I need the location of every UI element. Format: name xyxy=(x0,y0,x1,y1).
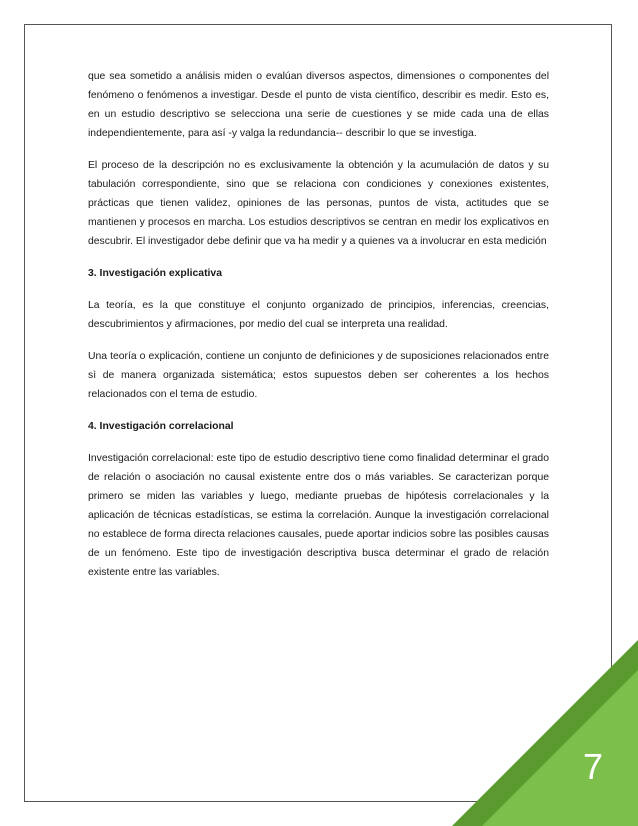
paragraph-descriptive-continued: que sea sometido a análisis miden o evalúan diversos aspectos, dimensiones o componentes del fenómeno o fenómenos a investigar. Desde el punto de vista científico, describir es medir. Esto es, en un estudio descriptivo se selecciona una serie de cuestiones y se mide cada una de ellas independientemente, para así -y valga la redundancia-- describir lo que se investiga. xyxy=(88,71,549,139)
paragraph-correlational: Investigación correlacional: este tipo de estudio descriptivo tiene como finalidad determinar el grado de relación o asociación no causal existente entre dos o más variables. Se caracterizan porque primero se miden las variables y luego, mediante pruebas de hipótesis correlacionales y la aplicación de técnicas estadísticas, se estima la correlación. Aunque la investigación correlacional no establece de forma directa relaciones causales, puede aportar indicios sobre las posibles causas de un fenómeno. Este tipo de investigación descriptiva busca determinar el grado de relación existente entre las variables. xyxy=(88,453,549,578)
corner-decoration xyxy=(452,640,638,826)
heading-correlacional: 4. Investigación correlacional xyxy=(88,421,234,432)
heading-explicativa: 3. Investigación explicativa xyxy=(88,268,222,279)
paragraph-theory: La teoría, es la que constituye el conjunto organizado de principios, inferencias, creencias, descubrimientos y afirmaciones, por medio del cual se interpreta una realidad. xyxy=(88,300,549,330)
page-number: 7 xyxy=(583,746,604,787)
corner-triangle-graphic xyxy=(452,640,638,826)
document-body xyxy=(88,67,549,595)
paragraph-description-process: El proceso de la descripción no es exclusivamente la obtención y la acumulación de datos y su tabulación correspondiente, sino que se relaciona con condiciones y conexiones existentes, prácticas que tienen validez, opiniones de las personas, puntos de vista, actitudes que se mantienen y procesos en marcha. Los estudios descriptivos se centran en medir los explicativos en descubrir. El investigador debe definir que va ha medir y a quienes va a involucrar en esta medición xyxy=(88,160,549,247)
paragraph-explanation: Una teoría o explicación, contiene un conjunto de definiciones y de suposiciones relacionados entre sì de manera organizada sistemática; estos supuestos deben ser coherentes a los hechos relacionados con el tema de estudio. xyxy=(88,351,549,400)
